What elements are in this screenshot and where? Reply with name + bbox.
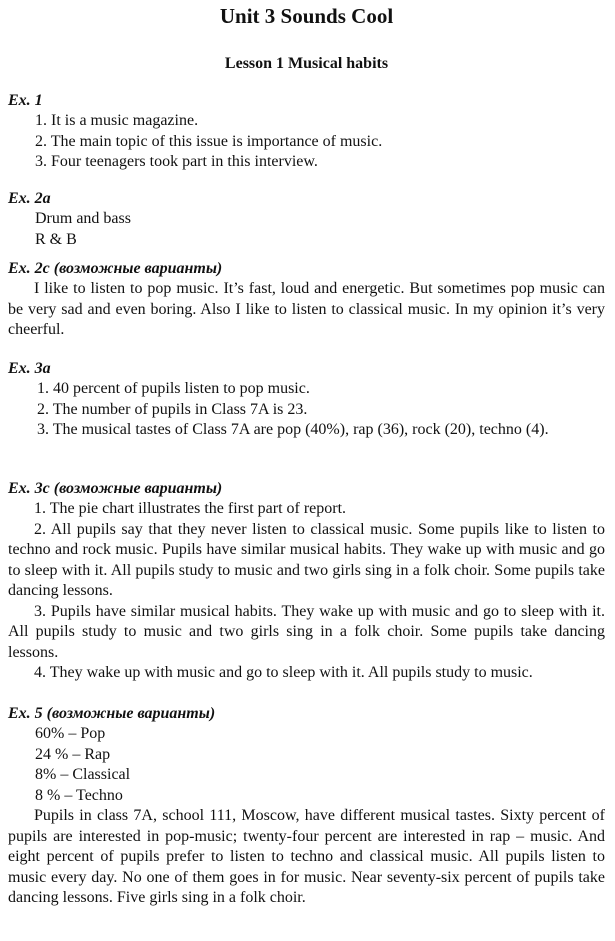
exercise-5-item: 8% – Classical bbox=[35, 766, 131, 783]
exercise-2c-text: I like to listen to pop music. It’s fast, loud and energetic. But sometimes pop music can be very sad and even boring. Also I like to listen to classical music. In my opinion it’s very cheerful. bbox=[8, 280, 605, 338]
exercise-3a bbox=[8, 359, 605, 441]
exercise-5-item: 8 % – Techno bbox=[35, 786, 123, 804]
exercise-3a-item: 1. 40 percent of pupils listen to pop music. bbox=[37, 380, 310, 397]
exercise-2a-item: R & B bbox=[35, 230, 77, 248]
exercise-2a-heading: Ex. 2a bbox=[8, 190, 51, 207]
exercise-3c-heading: Ex. 3c (возможные варианты) bbox=[8, 480, 223, 497]
exercise-2c-heading: Ex. 2c (возможные варианты) bbox=[8, 260, 223, 277]
exercise-3a-item: 2. The number of pupils in Class 7A is 23. bbox=[37, 400, 308, 418]
exercise-5-item: 60% – Pop bbox=[35, 725, 106, 742]
exercise-1-heading: Ex. 1 bbox=[8, 92, 43, 109]
exercise-3a-heading: Ex. 3a bbox=[8, 360, 51, 377]
exercise-3c bbox=[8, 479, 605, 684]
exercise-2c bbox=[8, 259, 605, 341]
lesson-title: Lesson 1 Musical habits bbox=[224, 55, 389, 72]
exercise-2a bbox=[8, 189, 605, 250]
exercise-2a-item: Drum and bass bbox=[35, 210, 131, 227]
exercise-3c-item: 4. They wake up with music and go to sleep with it. All pupils study to music. bbox=[34, 664, 533, 681]
exercise-3a-item: 3. The musical tastes of Class 7A are pop (40%), rap (36), rock (20), techno (4). bbox=[37, 421, 549, 438]
exercise-1-item: 2. The main topic of this issue is importance of music. bbox=[35, 132, 383, 150]
exercise-1 bbox=[8, 91, 605, 173]
exercise-5-item: 24 % – Rap bbox=[35, 745, 111, 763]
unit-title: Unit 3 Sounds Cool bbox=[219, 4, 394, 28]
exercise-3c-item: 1. The pie chart illustrates the first part of report. bbox=[34, 500, 347, 517]
exercise-1-item: 1. It is a music magazine. bbox=[35, 112, 199, 129]
exercise-1-item: 3. Four teenagers took part in this interview. bbox=[35, 153, 318, 170]
exercise-3c-item: 3. Pupils have similar musical habits. They wake up with music and go to sleep with it. All pupils study to music and two girls sing in a folk choir. Some pupils take dancing lessons. bbox=[8, 602, 605, 661]
exercise-5 bbox=[8, 704, 605, 909]
document-page bbox=[8, 0, 605, 906]
exercise-3c-item: 2. All pupils say that they never listen to classical music. Some pupils like to listen to techno and rock music. Pupils have similar musical habits. They wake up with music and go to sleep with it. All pupils study to music and two girls sing in a folk choir. Some pupils take dancing lessons. bbox=[8, 520, 605, 599]
exercise-5-heading: Ex. 5 (возможные варианты) bbox=[8, 705, 216, 722]
exercise-5-text: Pupils in class 7A, school 111, Moscow, have different musical tastes. Sixty percent of pupils are interested in pop-music; twenty-four percent are interested in rap – music. And eight percent of pupils prefer to listen to techno and classical music. All pupils listen to music every day. No one of them goes in for music. Near seventy-six percent of pupils take dancing lessons. Five girls sing in a folk choir. bbox=[8, 807, 605, 906]
